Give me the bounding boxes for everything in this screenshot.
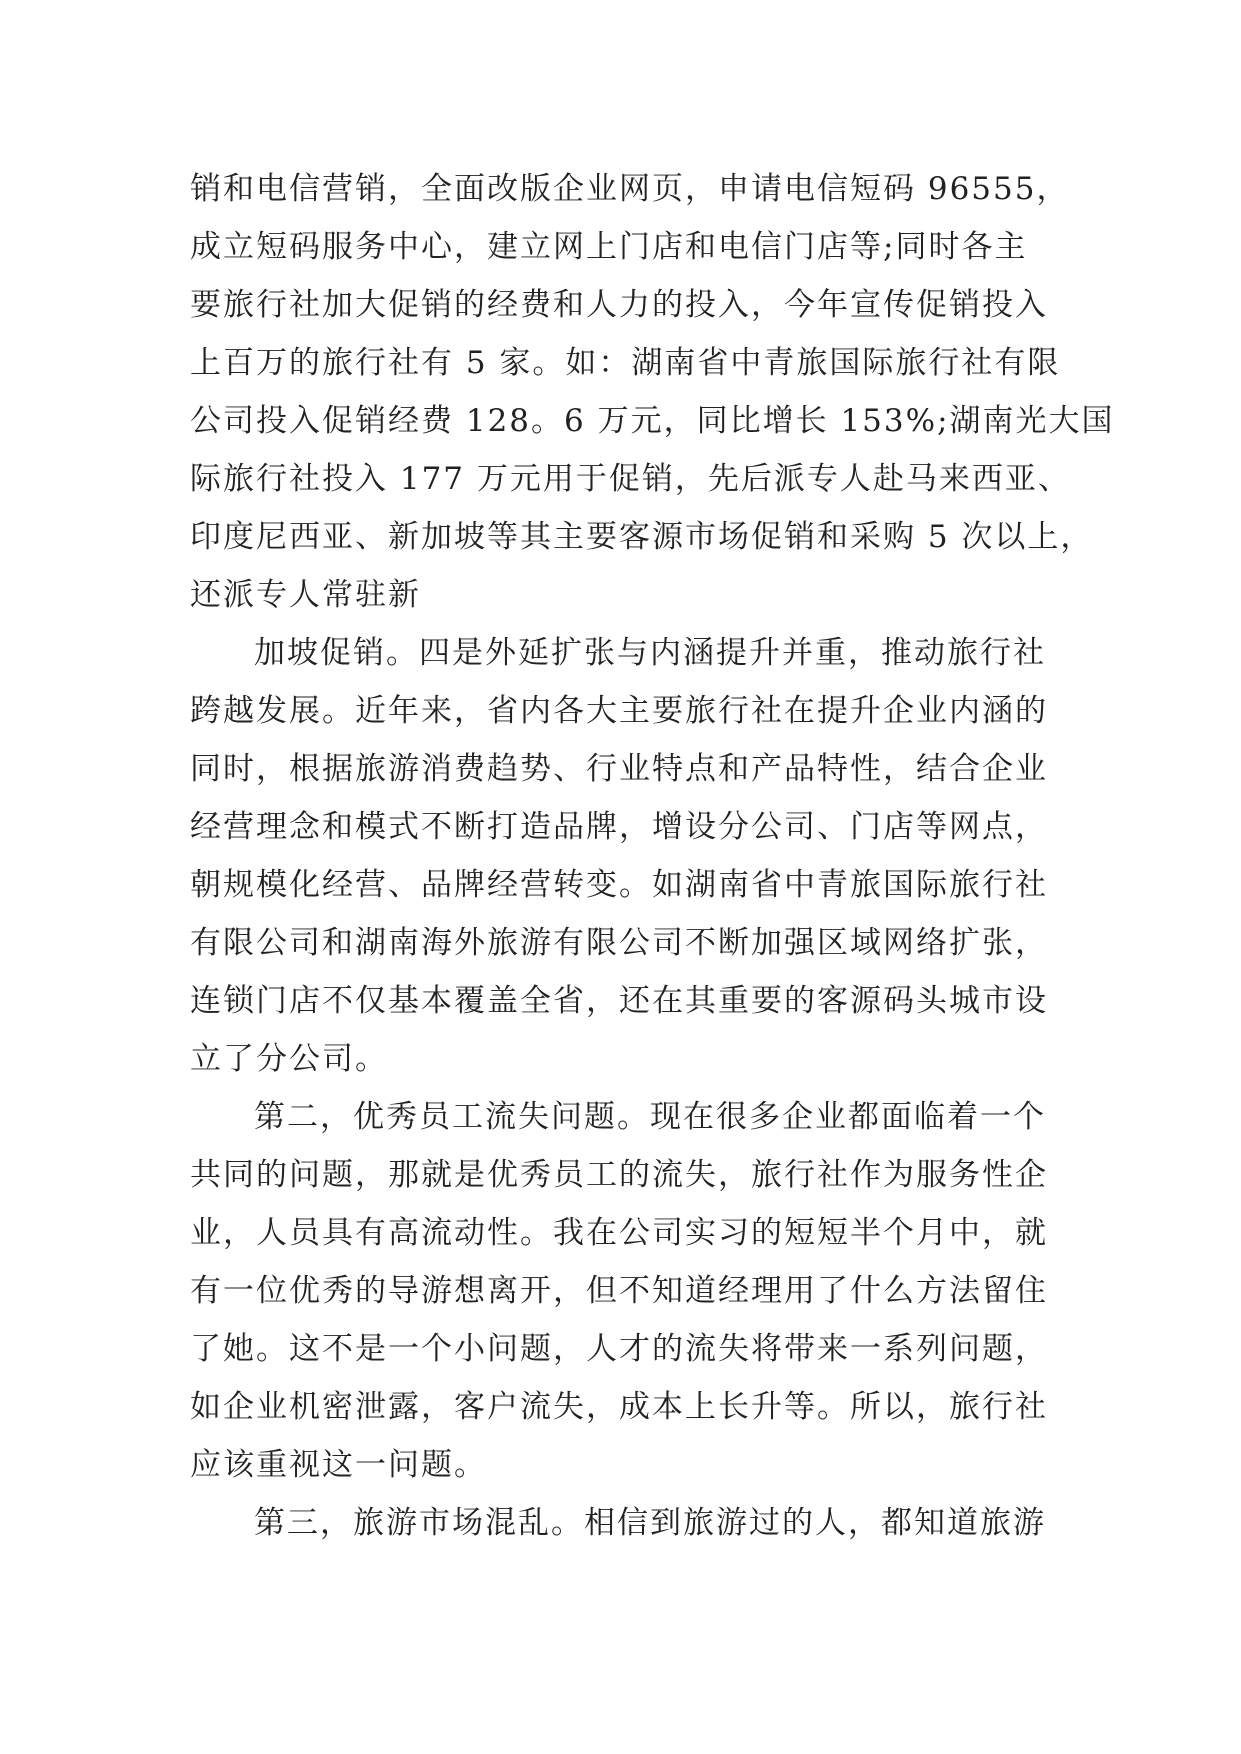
text-line: 跨越发展。近年来，省内各大主要旅行社在提升企业内涵的 [190, 693, 1048, 729]
text-line: 如企业机密泄露，客户流失，成本上长升等。所以，旅行社 [190, 1389, 1048, 1425]
text-line: 业，人员具有高流动性。我在公司实习的短短半个月中，就 [190, 1215, 1048, 1251]
text-line: 还派专人常驻新 [190, 577, 421, 613]
text-line: 经营理念和模式不断打造品牌，增设分公司、门店等网点， [190, 809, 1048, 845]
text-line: 有一位优秀的导游想离开，但不知道经理用了什么方法留住 [190, 1273, 1048, 1309]
text-line: 印度尼西亚、新加坡等其主要客源市场促销和采购 5 次以上， [190, 519, 1094, 555]
text-line: 际旅行社投入 177 万元用于促销，先后派专人赴马来西亚、 [190, 461, 1071, 497]
document-body [190, 160, 1115, 1552]
text-line: 应该重视这一问题。 [190, 1447, 487, 1483]
text-line: 成立短码服务中心，建立网上门店和电信门店等;同时各主 [190, 229, 1028, 265]
paragraph-start-line: 第三，旅游市场混乱。相信到旅游过的人，都知道旅游 [254, 1505, 1046, 1541]
text-line: 要旅行社加大促销的经费和人力的投入，今年宣传促销投入 [190, 287, 1048, 323]
text-line: 连锁门店不仅基本覆盖全省，还在其重要的客源码头城市设 [190, 983, 1048, 1019]
text-line: 立了分公司。 [190, 1041, 388, 1077]
text-line: 了她。这不是一个小问题，人才的流失将带来一系列问题， [190, 1331, 1048, 1367]
paragraph-start-line: 第二，优秀员工流失问题。现在很多企业都面临着一个 [254, 1099, 1046, 1135]
text-line: 公司投入促销经费 128。6 万元，同比增长 153%;湖南光大国 [190, 403, 1115, 439]
text-line: 上百万的旅行社有 5 家。如：湖南省中青旅国际旅行社有限 [190, 345, 1061, 381]
text-line: 朝规模化经营、品牌经营转变。如湖南省中青旅国际旅行社 [190, 867, 1048, 903]
text-line: 有限公司和湖南海外旅游有限公司不断加强区域网络扩张， [190, 925, 1048, 961]
text-line: 共同的问题，那就是优秀员工的流失，旅行社作为服务性企 [190, 1157, 1048, 1193]
text-line: 销和电信营销，全面改版企业网页，申请电信短码 96555， [190, 171, 1070, 207]
paragraph-start-line: 加坡促销。四是外延扩张与内涵提升并重，推动旅行社 [254, 635, 1046, 671]
text-line: 同时，根据旅游消费趋势、行业特点和产品特性，结合企业 [190, 751, 1048, 787]
